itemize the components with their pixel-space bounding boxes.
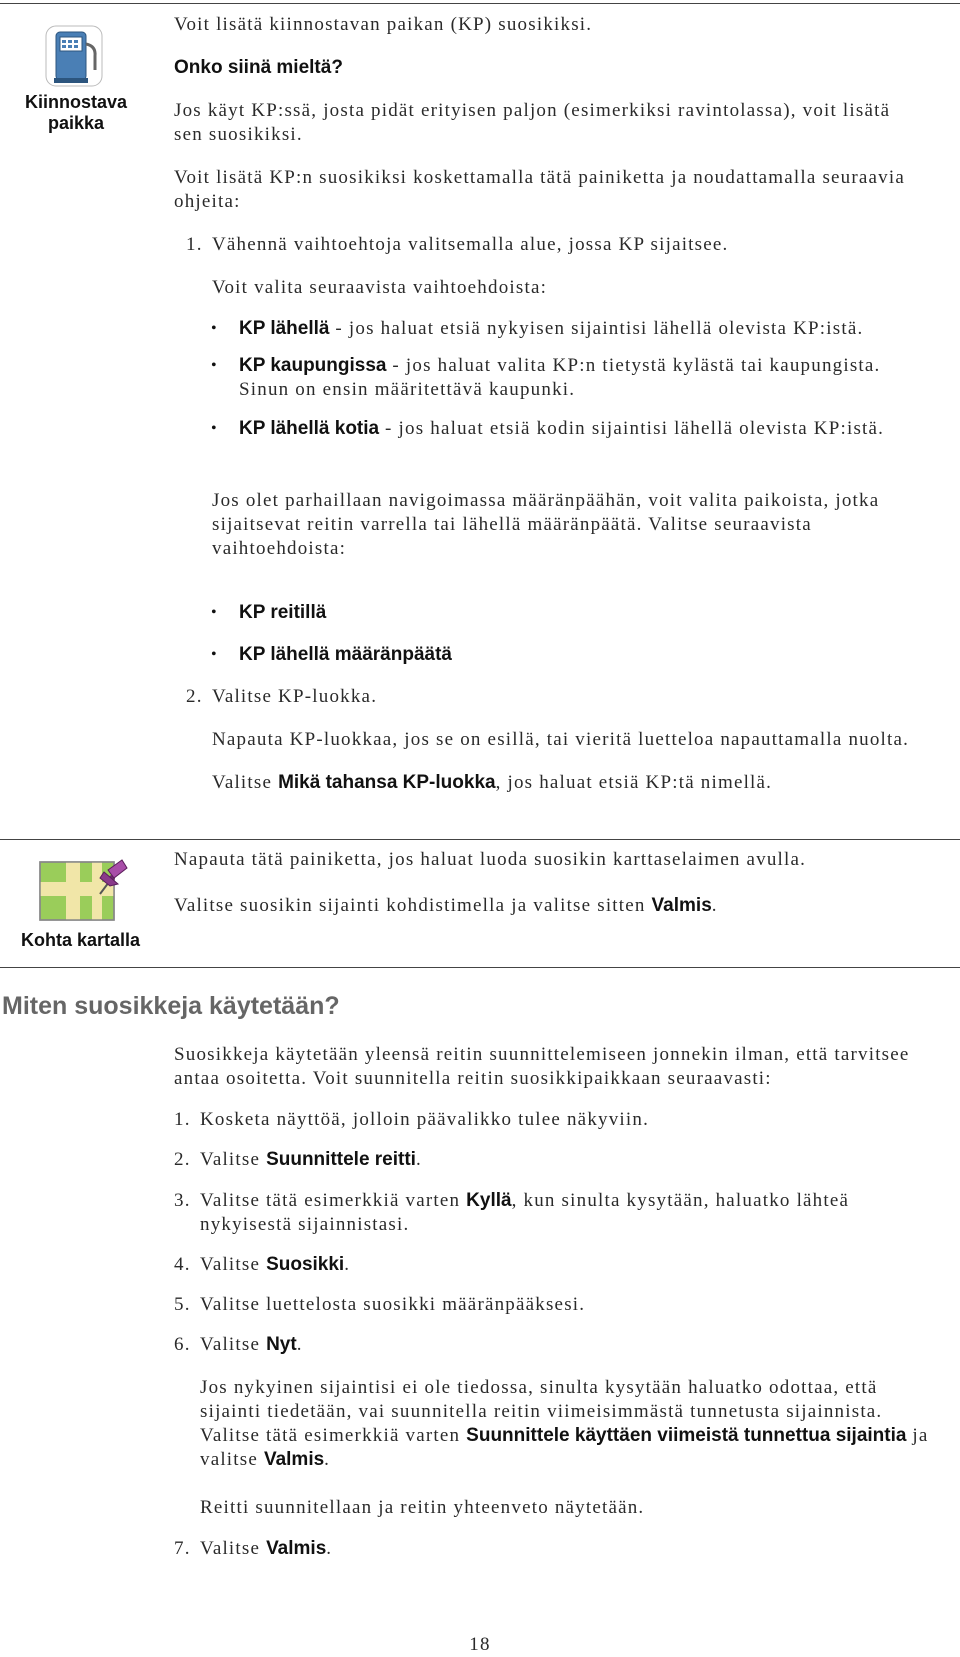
step-text: Valitse Valmis. [200,1538,333,1559]
nav-para: Jos olet parhaillaan navigoimassa määränpäähän, voit valita paikoista, jotka sijaitsevat reitin varrella tai lähellä määränpäätä. Valitse seuraavista vaihtoehdoista: [212,490,880,559]
step-text: Valitse Nyt. [200,1334,303,1355]
poi-question: Onko siinä mieltä? [174,57,343,78]
map-button-label: Kohta kartalla [20,930,141,950]
step2-number: 2. [186,686,203,707]
step-number: 4. [174,1254,191,1275]
page-number: 18 [469,1634,491,1655]
map-pin-icon [38,856,128,926]
poi-button-label: Kiinnostava paikka [24,92,128,133]
bullet-icon: • [211,604,217,621]
step1-block [212,233,922,300]
step-number: 6. [174,1334,191,1355]
poi-intro: Voit lisätä kiinnostavan paikan (KP) suosikiksi. [174,14,593,35]
poi-para1: Jos käyt KP:ssä, josta pidät erityisen paljon (esimerkiksi ravintolassa), voit lisätä sen suosikiksi. [174,100,891,145]
map-text-block [174,848,914,918]
step2-para: Napauta KP-luokkaa, jos se on esillä, tai vieritä luetteloa napauttamalla nuolta. [212,729,910,750]
step-number: 7. [174,1538,191,1559]
section-intro: Suosikkeja käytetään yleensä reitin suunnittelemiseen jonnekin ilman, että tarvitsee antaa osoitetta. Voit suunnitella reitin suosikkipaikkaan seuraavasti: [174,1044,910,1089]
map-para1: Napauta tätä painiketta, jos haluat luoda suosikin karttaselaimen avulla. [174,849,807,870]
option-home: KP lähellä kotia - jos haluat etsiä kodin sijaintisi lähellä olevista KP:istä. [239,418,885,439]
step-text: Valitse Suosikki. [200,1254,351,1275]
options-intro: Voit valita seuraavista vaihtoehdoista: [212,277,548,298]
step2-block [212,685,932,795]
step6-summary: Reitti suunnitellaan ja reitin yhteenveto näytetään. [200,1497,645,1518]
step-text: Valitse luettelosta suosikki määränpääksesi. [200,1294,586,1315]
bullet-icon: • [211,357,217,374]
step-text: Valitse tätä esimerkkiä varten Kyllä, kun sinulta kysytään, haluatko lähteä nykyisestä sijainnistasi. [200,1190,850,1235]
step-number: 2. [174,1149,191,1170]
step-number: 1. [174,1109,191,1130]
option-route: KP reitillä [239,602,327,623]
poi-para2: Voit lisätä KP:n suosikiksi koskettamalla tätä painiketta ja noudattamalla seuraavia ohjeita: [174,167,905,212]
step2-choose: Valitse Mikä tahansa KP-luokka, jos haluat etsiä KP:tä nimellä. [212,772,773,793]
table-bottom-rule [0,967,960,968]
step1-number: 1. [186,234,203,255]
step6-note: Jos nykyinen sijaintisi ei ole tiedossa, sinulta kysytään haluatko odottaa, että sijainti tiedetään, vai suunnitella reitin viimeisimmästä tunnetusta sijainnista. Valitse tätä esimerkkiä varten Suunnittele käyttäen viimeistä tunnettua sijaintia ja valitse Valmis. [200,1377,929,1470]
option-near: KP lähellä - jos haluat etsiä nykyisen sijaintisi lähellä olevista KP:istä. [239,318,864,339]
poi-text-block [174,13,914,214]
map-para2: Valitse suosikin sijainti kohdistimella ja valitse sitten Valmis. [174,895,718,916]
step-number: 3. [174,1190,191,1211]
bullet-icon: • [211,320,217,337]
step-number: 5. [174,1294,191,1315]
step-text: Valitse Suunnittele reitti. [200,1149,422,1170]
step1-text: Vähennä vaihtoehtoja valitsemalla alue, jossa KP sijaitsee. [212,234,729,255]
option-city: KP kaupungissa - jos haluat valita KP:n tietystä kylästä tai kaupungista. Sinun on ensin määritettävä kaupunki. [239,355,881,400]
fuel-pump-icon [44,24,104,88]
top-rule [0,3,960,4]
row-divider [0,839,960,840]
section-heading: Miten suosikkeja käytetään? [2,992,340,1020]
option-destination: KP lähellä määränpäätä [239,644,452,665]
bullet-icon: • [211,420,217,437]
step-text: Kosketa näyttöä, jolloin päävalikko tulee näkyviin. [200,1109,650,1130]
bullet-icon: • [211,646,217,663]
step2-text: Valitse KP-luokka. [212,686,378,707]
